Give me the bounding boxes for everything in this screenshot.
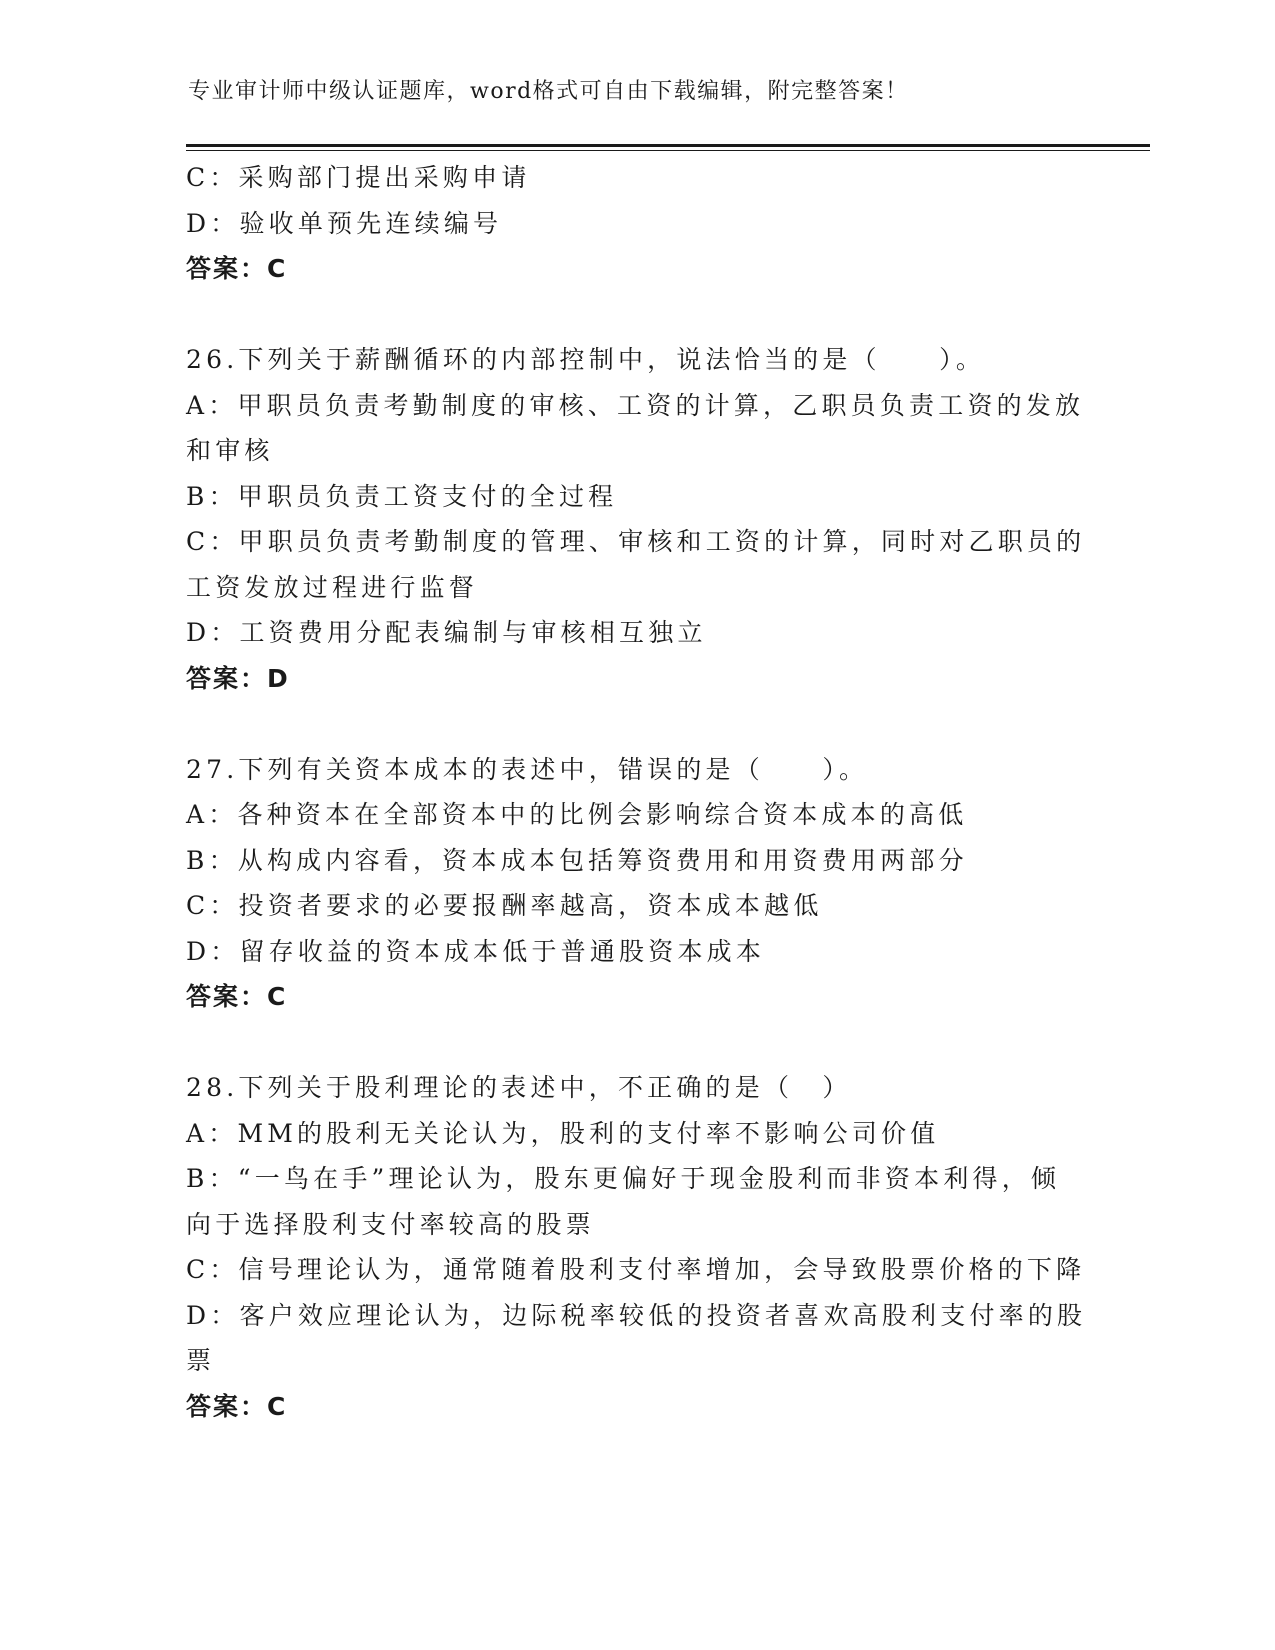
spacer: [186, 292, 1086, 338]
option-line: A：MM的股利无关论认为，股利的支付率不影响公司价值: [186, 1118, 940, 1148]
option-line: A：各种资本在全部资本中的比例会影响综合资本成本的高低: [186, 800, 968, 829]
spacer: [186, 1020, 1086, 1066]
question-28: [186, 1065, 1086, 1429]
option-line-continued: 票: [186, 1346, 216, 1375]
option-line-continued: 和审核: [186, 436, 274, 465]
option-line-continued: 工资发放过程进行监督: [186, 572, 479, 602]
option-line: D：留存收益的资本成本低于普通股资本成本: [186, 936, 766, 966]
answer-line: 答案：C: [186, 254, 288, 283]
option-line: C：采购部门提出采购申请: [186, 163, 531, 192]
option-line: D：工资费用分配表编制与审核相互独立: [186, 618, 707, 647]
spacer: [186, 701, 1086, 747]
question-stem: 28.下列关于股利理论的表述中，不正确的是（ ）: [186, 1073, 852, 1102]
question-content: [186, 155, 1086, 1429]
page-header-text: 专业审计师中级认证题库，word格式可自由下载编辑，附完整答案！: [188, 79, 909, 104]
option-line: B：甲职员负责工资支付的全过程: [186, 481, 618, 511]
question-26: [186, 337, 1086, 701]
question-stem: 26.下列关于薪酬循环的内部控制中，说法恰当的是（ ）。: [186, 345, 986, 374]
option-line: C：甲职员负责考勤制度的管理、审核和工资的计算，同时对乙职员的: [186, 527, 1086, 556]
answer-line: 答案：C: [186, 982, 288, 1011]
prev-question-block: [186, 155, 1086, 292]
header-divider-thick: [186, 144, 1150, 147]
option-line: C：信号理论认为，通常随着股利支付率增加，会导致股票价格的下降: [186, 1255, 1086, 1284]
option-line: D：验收单预先连续编号: [186, 208, 503, 238]
header-divider-thin: [186, 150, 1150, 151]
option-line: A：甲职员负责考勤制度的审核、工资的计算，乙职员负责工资的发放: [186, 390, 1085, 420]
option-line: D：客户效应理论认为，边际税率较低的投资者喜欢高股利支付率的股: [186, 1300, 1087, 1330]
option-line: C：投资者要求的必要报酬率越高，资本成本越低: [186, 891, 823, 920]
option-line: B：“一鸟在手”理论认为，股东更偏好于现金股利而非资本利得，倾: [186, 1164, 1061, 1193]
answer-line: 答案：D: [186, 663, 290, 693]
question-27: [186, 747, 1086, 1020]
question-stem: 27.下列有关资本成本的表述中，错误的是（ ）。: [186, 754, 869, 784]
option-line: B：从构成内容看，资本成本包括筹资费用和用资费用两部分: [186, 845, 968, 875]
option-line-continued: 向于选择股利支付率较高的股票: [186, 1209, 595, 1239]
answer-line: 答案：C: [186, 1391, 288, 1421]
